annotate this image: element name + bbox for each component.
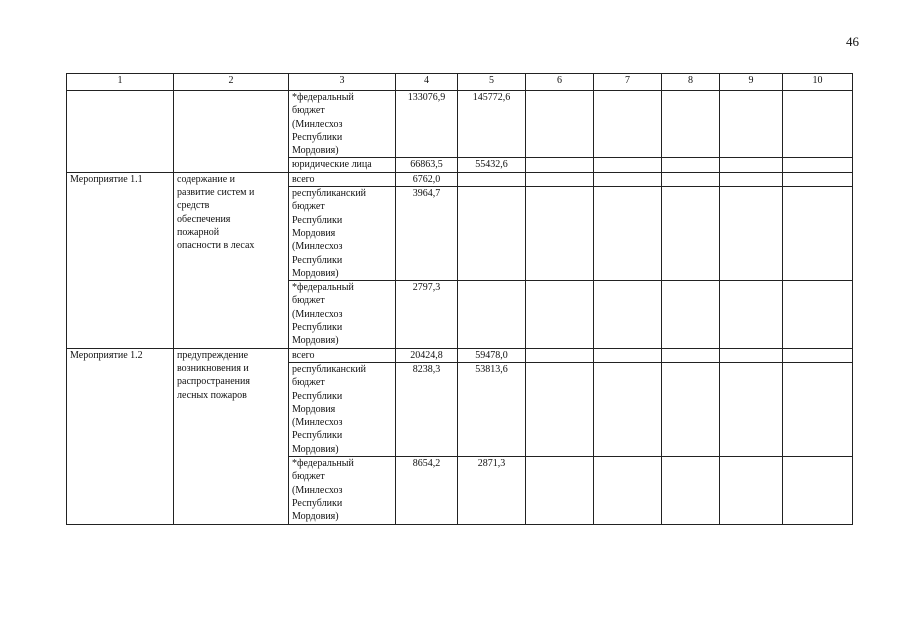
empty-cell bbox=[526, 91, 594, 158]
text-line: всего bbox=[292, 173, 315, 185]
text-line: Мордовия) bbox=[292, 267, 339, 279]
page-number: 46 bbox=[846, 34, 859, 49]
text-line: Республики bbox=[292, 390, 343, 402]
text-line: (Минлесхоз bbox=[292, 308, 343, 320]
text-line: Республики bbox=[292, 254, 343, 266]
empty-cell bbox=[783, 281, 853, 348]
activity-cell: Мероприятие 1.2 bbox=[67, 348, 174, 524]
amount-cell: 133076,9 bbox=[396, 91, 458, 158]
empty-cell bbox=[662, 281, 720, 348]
empty-cell bbox=[720, 362, 783, 456]
header-row bbox=[67, 74, 853, 91]
funding-source-cell bbox=[289, 281, 396, 348]
header-cell: 10 bbox=[783, 74, 853, 91]
description-cell bbox=[174, 172, 289, 348]
budget-table bbox=[66, 73, 853, 525]
empty-cell bbox=[594, 158, 662, 172]
empty-cell bbox=[783, 187, 853, 281]
text-line: бюджет bbox=[292, 471, 325, 483]
empty-cell bbox=[662, 362, 720, 456]
header-cell: 7 bbox=[594, 74, 662, 91]
amount-cell: 6762,0 bbox=[396, 172, 458, 186]
text-line: опасности в лесах bbox=[177, 240, 255, 252]
funding-source-cell bbox=[289, 187, 396, 281]
text-line: содержание и bbox=[177, 173, 236, 185]
text-line: (Минлесхоз bbox=[292, 241, 343, 253]
amount-cell bbox=[458, 172, 526, 186]
text-line: *федеральный bbox=[292, 92, 354, 103]
amount-cell: 2797,3 bbox=[396, 281, 458, 348]
empty-cell bbox=[662, 348, 720, 362]
funding-source-cell bbox=[289, 362, 396, 456]
empty-cell bbox=[662, 457, 720, 524]
empty-cell bbox=[526, 348, 594, 362]
text-line: бюджет bbox=[292, 201, 325, 213]
empty-cell bbox=[526, 362, 594, 456]
empty-cell bbox=[594, 172, 662, 186]
text-line: Республики bbox=[292, 497, 343, 509]
text-line: Республики bbox=[292, 322, 343, 334]
empty-cell bbox=[662, 187, 720, 281]
text-line: бюджет bbox=[292, 105, 325, 117]
funding-source-cell bbox=[289, 158, 396, 172]
empty-cell bbox=[783, 362, 853, 456]
text-line: лесных пожаров bbox=[177, 389, 247, 401]
header-cell: 3 bbox=[289, 74, 396, 91]
empty-cell bbox=[594, 187, 662, 281]
empty-cell bbox=[526, 281, 594, 348]
funding-source-cell bbox=[289, 348, 396, 362]
header-cell: 6 bbox=[526, 74, 594, 91]
text-line: возникновения и bbox=[177, 362, 249, 374]
text-line: Республики bbox=[292, 430, 343, 442]
empty-cell bbox=[720, 91, 783, 158]
activity-cell: Мероприятие 1.1 bbox=[67, 172, 174, 348]
amount-cell: 3964,7 bbox=[396, 187, 458, 281]
amount-cell: 55432,6 bbox=[458, 158, 526, 172]
text-line: Мордовия) bbox=[292, 511, 339, 523]
amount-cell bbox=[458, 187, 526, 281]
text-line: пожарной bbox=[177, 226, 220, 238]
header-cell: 9 bbox=[720, 74, 783, 91]
empty-cell bbox=[594, 457, 662, 524]
description-cell bbox=[174, 348, 289, 524]
empty-cell bbox=[783, 348, 853, 362]
empty-cell bbox=[783, 172, 853, 186]
header-cell: 1 bbox=[67, 74, 174, 91]
empty-cell bbox=[526, 457, 594, 524]
empty-cell bbox=[662, 172, 720, 186]
activity-cell bbox=[67, 91, 174, 173]
empty-cell bbox=[594, 281, 662, 348]
text-line: Мордовия bbox=[292, 227, 336, 239]
empty-cell bbox=[594, 91, 662, 158]
text-line: (Минлесхоз bbox=[292, 484, 343, 496]
description-cell bbox=[174, 91, 289, 173]
empty-cell bbox=[783, 158, 853, 172]
text-line: бюджет bbox=[292, 377, 325, 389]
amount-cell: 8238,3 bbox=[396, 362, 458, 456]
text-line: Республики bbox=[292, 131, 343, 143]
text-line: Республики bbox=[292, 214, 343, 226]
text-line: (Минлесхоз bbox=[292, 417, 343, 429]
table-row bbox=[67, 348, 853, 362]
header-cell: 4 bbox=[396, 74, 458, 91]
text-line: *федеральный bbox=[292, 282, 354, 294]
text-line: предупреждение bbox=[177, 349, 249, 361]
text-line: Мордовия) bbox=[292, 145, 339, 157]
amount-cell: 2871,3 bbox=[458, 457, 526, 524]
empty-cell bbox=[720, 281, 783, 348]
text-line: распространения bbox=[177, 376, 250, 388]
empty-cell bbox=[720, 172, 783, 186]
funding-source-cell bbox=[289, 457, 396, 524]
text-line: Мордовия) bbox=[292, 335, 339, 347]
amount-cell: 20424,8 bbox=[396, 348, 458, 362]
amount-cell: 53813,6 bbox=[458, 362, 526, 456]
amount-cell: 8654,2 bbox=[396, 457, 458, 524]
amount-cell: 145772,6 bbox=[458, 91, 526, 158]
text-line: развитие систем и bbox=[177, 187, 255, 199]
text-line: юридические лица bbox=[292, 159, 372, 171]
text-line: республиканский bbox=[292, 363, 367, 375]
empty-cell bbox=[526, 158, 594, 172]
text-line: бюджет bbox=[292, 295, 325, 307]
empty-cell bbox=[783, 91, 853, 158]
text-line: (Минлесхоз bbox=[292, 118, 343, 130]
header-cell: 2 bbox=[174, 74, 289, 91]
text-line: Мордовия) bbox=[292, 443, 339, 455]
funding-source-cell bbox=[289, 91, 396, 158]
text-line: всего bbox=[292, 349, 315, 361]
empty-cell bbox=[594, 362, 662, 456]
amount-cell: 59478,0 bbox=[458, 348, 526, 362]
text-line: *федеральный bbox=[292, 458, 354, 470]
header-cell: 5 bbox=[458, 74, 526, 91]
empty-cell bbox=[526, 172, 594, 186]
empty-cell bbox=[594, 348, 662, 362]
text-line: Мордовия bbox=[292, 403, 336, 415]
empty-cell bbox=[720, 348, 783, 362]
table-body bbox=[67, 91, 853, 525]
amount-cell: 66863,5 bbox=[396, 158, 458, 172]
empty-cell bbox=[662, 158, 720, 172]
table-row bbox=[67, 172, 853, 186]
header-cell: 8 bbox=[662, 74, 720, 91]
text-line: обеспечения bbox=[177, 213, 231, 225]
empty-cell bbox=[720, 457, 783, 524]
amount-cell bbox=[458, 281, 526, 348]
empty-cell bbox=[526, 187, 594, 281]
funding-source-cell bbox=[289, 172, 396, 186]
empty-cell bbox=[662, 91, 720, 158]
empty-cell bbox=[783, 457, 853, 524]
text-line: республиканский bbox=[292, 188, 367, 200]
empty-cell bbox=[720, 187, 783, 281]
text-line: средств bbox=[177, 200, 210, 212]
empty-cell bbox=[720, 158, 783, 172]
table-row bbox=[67, 91, 853, 158]
